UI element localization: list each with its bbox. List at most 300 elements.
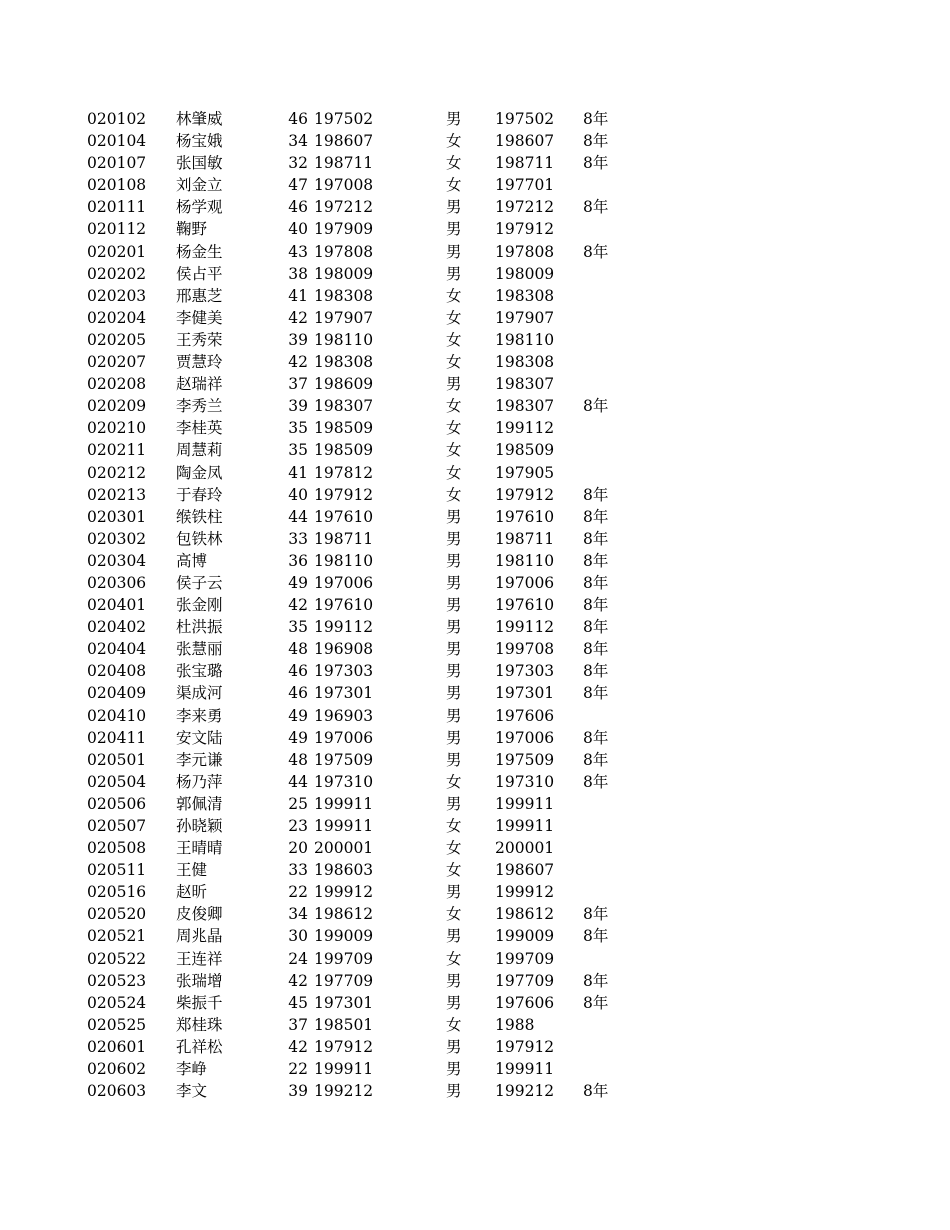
birth-date-cell: 198612: [314, 905, 374, 924]
name-cell: 孙晓颖: [176, 817, 223, 835]
age-cell: 49: [288, 728, 308, 747]
table-row: [0, 903, 950, 925]
gender-cell: 女: [446, 132, 462, 151]
age-cell: 38: [288, 264, 308, 283]
table-row: [0, 881, 950, 903]
birth-date-cell: 198308: [314, 353, 374, 372]
age-cell: 35: [288, 419, 308, 438]
note-cell: 8年: [583, 485, 609, 504]
name-cell: 包铁林: [176, 529, 223, 548]
join-date-cell: 199212: [495, 1082, 555, 1101]
note-cell: 8年: [583, 397, 609, 416]
age-cell: 47: [288, 176, 308, 195]
employee-id-cell: 020508: [87, 839, 147, 858]
note-cell: 8年: [583, 132, 609, 151]
table-row: [0, 506, 950, 528]
join-date-cell: 198110: [495, 551, 555, 570]
birth-date-cell: 197912: [314, 485, 374, 504]
note-cell: 8年: [583, 905, 609, 924]
employee-id-cell: 020520: [87, 905, 147, 924]
employee-id-cell: 020601: [87, 1037, 147, 1056]
name-cell: 李元谦: [176, 750, 223, 769]
note-cell: 8年: [583, 154, 609, 173]
age-cell: 44: [288, 507, 308, 526]
join-date-cell: 197606: [495, 706, 555, 725]
birth-date-cell: 198509: [314, 441, 374, 460]
name-cell: 李峥: [176, 1060, 208, 1079]
gender-cell: 女: [446, 817, 462, 835]
birth-date-cell: 198603: [314, 861, 374, 880]
gender-cell: 男: [446, 198, 462, 217]
name-cell: 杜洪振: [176, 618, 223, 637]
name-cell: 杨学观: [176, 198, 223, 217]
gender-cell: 男: [446, 110, 462, 128]
join-date-cell: 199112: [495, 419, 555, 438]
birth-date-cell: 199212: [314, 1082, 374, 1101]
name-cell: 郑桂珠: [176, 1015, 223, 1034]
note-cell: 8年: [583, 971, 609, 990]
age-cell: 49: [288, 706, 308, 725]
spreadsheet-table: [0, 108, 950, 1102]
join-date-cell: 197006: [495, 573, 555, 592]
age-cell: 35: [288, 618, 308, 637]
join-date-cell: 199911: [495, 1060, 555, 1079]
gender-cell: 男: [446, 573, 462, 592]
table-row: [0, 373, 950, 395]
name-cell: 王晴晴: [176, 839, 223, 858]
gender-cell: 女: [446, 308, 462, 327]
employee-id-cell: 020511: [87, 861, 147, 880]
note-cell: 8年: [583, 750, 609, 769]
note-cell: 8年: [583, 551, 609, 570]
birth-date-cell: 197709: [314, 971, 374, 990]
age-cell: 42: [288, 596, 308, 615]
join-date-cell: 199708: [495, 640, 555, 659]
age-cell: 30: [288, 927, 308, 946]
name-cell: 王连祥: [176, 949, 223, 968]
name-cell: 张宝璐: [176, 662, 223, 681]
name-cell: 刘金立: [176, 176, 223, 195]
name-cell: 邢惠芝: [176, 286, 223, 305]
table-row: [0, 307, 950, 329]
name-cell: 张慧丽: [176, 640, 223, 659]
name-cell: 王健: [176, 861, 208, 880]
age-cell: 34: [288, 905, 308, 924]
birth-date-cell: 199112: [314, 618, 374, 637]
note-cell: 8年: [583, 618, 609, 637]
name-cell: 贾慧玲: [176, 353, 223, 372]
name-cell: 杨宝娥: [176, 132, 223, 151]
age-cell: 32: [288, 154, 308, 173]
age-cell: 33: [288, 861, 308, 880]
birth-date-cell: 198509: [314, 419, 374, 438]
age-cell: 41: [288, 463, 308, 482]
employee-id-cell: 020201: [87, 242, 147, 261]
note-cell: 8年: [583, 573, 609, 592]
birth-date-cell: 197909: [314, 220, 374, 239]
employee-id-cell: 020211: [87, 441, 147, 460]
name-cell: 郭佩清: [176, 794, 223, 813]
name-cell: 李桂英: [176, 419, 223, 438]
table-row: [0, 241, 950, 263]
age-cell: 33: [288, 529, 308, 548]
birth-date-cell: 197907: [314, 308, 374, 327]
gender-cell: 男: [446, 1037, 462, 1056]
age-cell: 43: [288, 242, 308, 261]
join-date-cell: 197610: [495, 596, 555, 615]
employee-id-cell: 020112: [87, 220, 147, 239]
birth-date-cell: 197006: [314, 728, 374, 747]
join-date-cell: 197912: [495, 1037, 555, 1056]
employee-id-cell: 020104: [87, 132, 147, 151]
table-row: [0, 1080, 950, 1102]
birth-date-cell: 198307: [314, 397, 374, 416]
note-cell: 8年: [583, 198, 609, 217]
table-row: [0, 417, 950, 439]
employee-id-cell: 020202: [87, 264, 147, 283]
join-date-cell: 198711: [495, 154, 555, 173]
age-cell: 40: [288, 485, 308, 504]
age-cell: 49: [288, 573, 308, 592]
age-cell: 44: [288, 772, 308, 791]
birth-date-cell: 198009: [314, 264, 374, 283]
age-cell: 22: [288, 883, 308, 902]
gender-cell: 女: [446, 861, 462, 880]
name-cell: 王秀荣: [176, 330, 223, 349]
join-date-cell: 197808: [495, 242, 555, 261]
name-cell: 张国敏: [176, 154, 223, 173]
birth-date-cell: 199911: [314, 817, 374, 835]
employee-id-cell: 020304: [87, 551, 147, 570]
join-date-cell: 197610: [495, 507, 555, 526]
age-cell: 35: [288, 441, 308, 460]
table-row: [0, 925, 950, 947]
join-date-cell: 199709: [495, 949, 555, 968]
gender-cell: 男: [446, 1082, 462, 1101]
age-cell: 46: [288, 662, 308, 681]
birth-date-cell: 199709: [314, 949, 374, 968]
table-row: [0, 660, 950, 682]
note-cell: 8年: [583, 684, 609, 703]
join-date-cell: 197212: [495, 198, 555, 217]
table-row: [0, 263, 950, 285]
age-cell: 46: [288, 684, 308, 703]
gender-cell: 男: [446, 596, 462, 615]
table-row: [0, 616, 950, 638]
gender-cell: 男: [446, 883, 462, 902]
name-cell: 于春玲: [176, 485, 223, 504]
gender-cell: 女: [446, 397, 462, 416]
employee-id-cell: 020306: [87, 573, 147, 592]
join-date-cell: 197303: [495, 662, 555, 681]
birth-date-cell: 198110: [314, 551, 374, 570]
birth-date-cell: 197310: [314, 772, 374, 791]
note-cell: 8年: [583, 662, 609, 681]
birth-date-cell: 199911: [314, 794, 374, 813]
birth-date-cell: 198308: [314, 286, 374, 305]
gender-cell: 男: [446, 1060, 462, 1079]
birth-date-cell: 198711: [314, 154, 374, 173]
gender-cell: 女: [446, 839, 462, 858]
employee-id-cell: 020301: [87, 507, 147, 526]
employee-id-cell: 020501: [87, 750, 147, 769]
gender-cell: 女: [446, 419, 462, 438]
employee-id-cell: 020111: [87, 198, 147, 217]
employee-id-cell: 020603: [87, 1082, 147, 1101]
gender-cell: 女: [446, 353, 462, 372]
employee-id-cell: 020102: [87, 110, 147, 128]
employee-id-cell: 020523: [87, 971, 147, 990]
gender-cell: 女: [446, 154, 462, 173]
name-cell: 李文: [176, 1082, 208, 1101]
gender-cell: 女: [446, 286, 462, 305]
age-cell: 34: [288, 132, 308, 151]
employee-id-cell: 020209: [87, 397, 147, 416]
age-cell: 37: [288, 1015, 308, 1034]
table-row: [0, 108, 950, 130]
gender-cell: 女: [446, 485, 462, 504]
gender-cell: 女: [446, 463, 462, 482]
birth-date-cell: 198501: [314, 1015, 374, 1034]
join-date-cell: 198009: [495, 264, 555, 283]
birth-date-cell: 197808: [314, 242, 374, 261]
table-row: [0, 572, 950, 594]
table-row: [0, 1058, 950, 1080]
gender-cell: 男: [446, 971, 462, 990]
join-date-cell: 198307: [495, 375, 555, 394]
employee-id-cell: 020205: [87, 330, 147, 349]
employee-id-cell: 020212: [87, 463, 147, 482]
age-cell: 20: [288, 839, 308, 858]
table-row: [0, 439, 950, 461]
join-date-cell: 199912: [495, 883, 555, 902]
age-cell: 42: [288, 971, 308, 990]
name-cell: 张瑞增: [176, 971, 223, 990]
table-row: [0, 815, 950, 837]
birth-date-cell: 196908: [314, 640, 374, 659]
note-cell: 8年: [583, 640, 609, 659]
employee-id-cell: 020504: [87, 772, 147, 791]
age-cell: 42: [288, 1037, 308, 1056]
employee-id-cell: 020506: [87, 794, 147, 813]
employee-id-cell: 020108: [87, 176, 147, 195]
table-row: [0, 329, 950, 351]
table-row: [0, 285, 950, 307]
gender-cell: 女: [446, 441, 462, 460]
employee-id-cell: 020401: [87, 596, 147, 615]
gender-cell: 女: [446, 176, 462, 195]
gender-cell: 女: [446, 330, 462, 349]
join-date-cell: 198308: [495, 286, 555, 305]
birth-date-cell: 197610: [314, 596, 374, 615]
join-date-cell: 198607: [495, 132, 555, 151]
name-cell: 周慧莉: [176, 441, 223, 460]
birth-date-cell: 197303: [314, 662, 374, 681]
age-cell: 39: [288, 397, 308, 416]
note-cell: 8年: [583, 596, 609, 615]
gender-cell: 女: [446, 905, 462, 924]
birth-date-cell: 197301: [314, 684, 374, 703]
table-row: [0, 638, 950, 660]
age-cell: 36: [288, 551, 308, 570]
employee-id-cell: 020522: [87, 949, 147, 968]
gender-cell: 男: [446, 242, 462, 261]
table-row: [0, 218, 950, 240]
table-row: [0, 682, 950, 704]
employee-id-cell: 020525: [87, 1015, 147, 1034]
birth-date-cell: 197610: [314, 507, 374, 526]
birth-date-cell: 197502: [314, 110, 374, 128]
employee-id-cell: 020524: [87, 993, 147, 1012]
join-date-cell: 198607: [495, 861, 555, 880]
table-row: [0, 837, 950, 859]
table-row: [0, 462, 950, 484]
table-row: [0, 1014, 950, 1036]
name-cell: 缑铁柱: [176, 507, 223, 526]
join-date-cell: 198711: [495, 529, 555, 548]
employee-id-cell: 020602: [87, 1060, 147, 1079]
join-date-cell: 1988: [495, 1015, 535, 1034]
gender-cell: 女: [446, 1015, 462, 1034]
name-cell: 鞠野: [176, 220, 208, 239]
gender-cell: 男: [446, 662, 462, 681]
age-cell: 39: [288, 330, 308, 349]
table-row: [0, 793, 950, 815]
name-cell: 李来勇: [176, 706, 223, 725]
employee-id-cell: 020302: [87, 529, 147, 548]
gender-cell: 男: [446, 264, 462, 283]
birth-date-cell: 198711: [314, 529, 374, 548]
gender-cell: 男: [446, 551, 462, 570]
name-cell: 李秀兰: [176, 397, 223, 416]
note-cell: 8年: [583, 993, 609, 1012]
name-cell: 杨乃萍: [176, 772, 223, 791]
birth-date-cell: 199911: [314, 1060, 374, 1079]
join-date-cell: 198110: [495, 330, 555, 349]
employee-id-cell: 020411: [87, 728, 147, 747]
note-cell: 8年: [583, 927, 609, 946]
birth-date-cell: 200001: [314, 839, 374, 858]
birth-date-cell: 199912: [314, 883, 374, 902]
note-cell: 8年: [583, 507, 609, 526]
table-row: [0, 528, 950, 550]
birth-date-cell: 197006: [314, 573, 374, 592]
name-cell: 杨金生: [176, 242, 223, 261]
age-cell: 25: [288, 794, 308, 813]
name-cell: 赵瑞祥: [176, 375, 223, 394]
gender-cell: 女: [446, 772, 462, 791]
employee-id-cell: 020516: [87, 883, 147, 902]
join-date-cell: 199009: [495, 927, 555, 946]
gender-cell: 女: [446, 949, 462, 968]
join-date-cell: 197905: [495, 463, 555, 482]
join-date-cell: 197709: [495, 971, 555, 990]
age-cell: 39: [288, 1082, 308, 1101]
join-date-cell: 197701: [495, 176, 555, 195]
employee-id-cell: 020410: [87, 706, 147, 725]
join-date-cell: 197907: [495, 308, 555, 327]
note-cell: 8年: [583, 1082, 609, 1101]
note-cell: 8年: [583, 529, 609, 548]
name-cell: 赵昕: [176, 883, 208, 902]
age-cell: 41: [288, 286, 308, 305]
gender-cell: 男: [446, 618, 462, 637]
gender-cell: 男: [446, 794, 462, 813]
gender-cell: 男: [446, 640, 462, 659]
employee-id-cell: 020409: [87, 684, 147, 703]
table-row: [0, 130, 950, 152]
name-cell: 林肇威: [176, 110, 223, 128]
name-cell: 侯占平: [176, 264, 223, 283]
table-row: [0, 196, 950, 218]
employee-id-cell: 020213: [87, 485, 147, 504]
gender-cell: 男: [446, 375, 462, 394]
table-row: [0, 859, 950, 881]
table-row: [0, 152, 950, 174]
birth-date-cell: 198110: [314, 330, 374, 349]
join-date-cell: 199112: [495, 618, 555, 637]
age-cell: 45: [288, 993, 308, 1012]
gender-cell: 男: [446, 507, 462, 526]
age-cell: 48: [288, 750, 308, 769]
age-cell: 37: [288, 375, 308, 394]
name-cell: 柴振千: [176, 993, 223, 1012]
table-row: [0, 550, 950, 572]
table-row: [0, 771, 950, 793]
gender-cell: 男: [446, 220, 462, 239]
join-date-cell: 197502: [495, 110, 555, 128]
name-cell: 安文陆: [176, 728, 223, 747]
join-date-cell: 198612: [495, 905, 555, 924]
join-date-cell: 199911: [495, 794, 555, 813]
birth-date-cell: 198607: [314, 132, 374, 151]
birth-date-cell: 198609: [314, 375, 374, 394]
name-cell: 孔祥松: [176, 1037, 223, 1056]
join-date-cell: 197310: [495, 772, 555, 791]
employee-id-cell: 020204: [87, 308, 147, 327]
table-row: [0, 1036, 950, 1058]
table-row: [0, 727, 950, 749]
age-cell: 40: [288, 220, 308, 239]
birth-date-cell: 197212: [314, 198, 374, 217]
gender-cell: 男: [446, 993, 462, 1012]
gender-cell: 男: [446, 706, 462, 725]
name-cell: 皮俊卿: [176, 905, 223, 924]
gender-cell: 男: [446, 927, 462, 946]
gender-cell: 男: [446, 529, 462, 548]
name-cell: 陶金凤: [176, 463, 223, 482]
age-cell: 46: [288, 198, 308, 217]
employee-id-cell: 020107: [87, 154, 147, 173]
birth-date-cell: 199009: [314, 927, 374, 946]
name-cell: 周兆晶: [176, 927, 223, 946]
employee-id-cell: 020208: [87, 375, 147, 394]
join-date-cell: 199911: [495, 817, 555, 835]
table-row: [0, 351, 950, 373]
join-date-cell: 198308: [495, 353, 555, 372]
birth-date-cell: 197008: [314, 176, 374, 195]
age-cell: 22: [288, 1060, 308, 1079]
gender-cell: 男: [446, 728, 462, 747]
birth-date-cell: 196903: [314, 706, 374, 725]
join-date-cell: 197606: [495, 993, 555, 1012]
table-row: [0, 948, 950, 970]
note-cell: 8年: [583, 772, 609, 791]
join-date-cell: 197912: [495, 220, 555, 239]
table-row: [0, 970, 950, 992]
employee-id-cell: 020210: [87, 419, 147, 438]
join-date-cell: 197912: [495, 485, 555, 504]
